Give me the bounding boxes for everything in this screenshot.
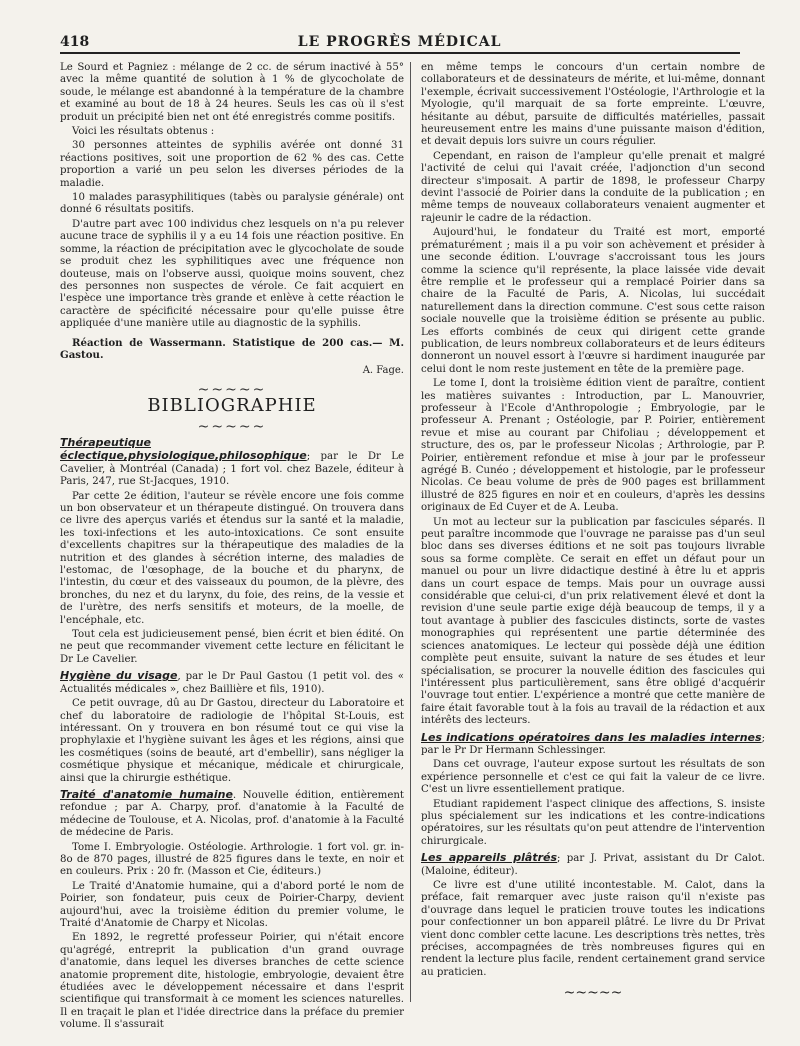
entry-title: Thérapeutique éclectique,physiologique,philosophique xyxy=(60,435,307,463)
paragraph: Aujourd'hui, le fondateur du Traité est mort, emporté prématurément ; mais il a pu voir son achèvement et présider à une seconde édition. L'ouvrage s'accroissant tous les jours comme la science qu'il représente, la place laissée vide devait être remplie et le professeur qui a remplacé Poirier dans sa chaire de la Faculté de Paris, A. Nicolas, lui succédait naturellement dans la direction commune. C'est sous cette raison sociale nouvelle que la troisième édition se présente au public. Les efforts combinés de ceux qui dirigent cette grande publication, de leurs nombreux collaborateurs et de leurs éditeurs donneront un nouvel essort à l'œuvre si hardiment inaugurée par celui dont le nom reste justement en tête de la première page. xyxy=(421,227,765,375)
author-signature: A. Fage. xyxy=(362,365,404,377)
entry-header xyxy=(60,789,404,840)
paragraph: Voici les résultats obtenus : xyxy=(72,126,215,138)
right-column xyxy=(421,62,765,1000)
ornament-divider: ~~~~~ xyxy=(197,381,267,398)
paragraph: Le Sourd et Pagniez : mélange de 2 cc. de sérum inactivé à 55° avec la même quantité de solution à 1 % de glycocholate de soude, le mélange est abandonné à la température de la chambre et examiné au bout de 18 à 24 heures. Seuls les cas où il s'est produit un précipité bien net ont été enregistrés comme positifs. xyxy=(60,62,404,123)
entry-header xyxy=(60,670,404,696)
paragraph: Ce petit ouvrage, dû au Dr Gastou, directeur du Laboratoire et chef du laboratoire de radiologie de l'hôpital St-Louis, est intéressant. On y trouvera en bon résumé tout ce qui vise la prophylaxie et l'hygiène suivant les âges et les régions, ainsi que les cosmétiques (soins de beauté, art d'embellir), sans négliger la cosmétique physique et mécanique, médicale et chirurgicale, ainsi que la chirurgie esthétique. xyxy=(60,698,404,784)
entry-meta: ; par J. Privat, assistant du Dr Calot. (Maloine, éditeur). xyxy=(421,853,765,877)
paragraph: Un mot au lecteur sur la publication par fascicules séparés. Il peut paraître incommode que l'ouvrage ne paraisse pas d'un seul bloc dans ses diverses éditions et ne soit pas toujours livrable sous sa forme complète. Ce serait en effet un défaut pour un manuel ou pour un livre didactique destiné à être lu et appris dans un court espace de temps. Mais pour un ouvrage aussi considérable que celui-ci, d'un prix relativement élevé et dont la revision d'une seule partie exige déjà beaucoup de temps, il y a tout avantage à publier des fascicules distincts, sorte de vastes monographies qui représentent une partie déterminée des sciences anatomiques. Le lecteur qui possède déjà une édition complète peut ensuite, suivant la nature de ses études et leur spécialisation, se procurer la nouvelle édition des fascicules qui l'intéressent plus particulièrement, sans être obligé d'acquérir l'ouvrage tout entier. L'expérience a montré que cette manière de faire était favorable tout à la fois au travail de la rédaction et aux intérêts des lecteurs. xyxy=(421,516,765,727)
paragraph: en même temps le concours d'un certain nombre de collaborateurs et de dessinateurs de mérite, et lui-même, donnant l'exemple, écrivait successivement l'Ostéologie, l'Arthrologie et la Myologie, qu'il marquait de sa forte empreinte. L'œuvre, hésitante au début, parsuite de difficultés matérielles, passait heureusement entre les mains d'une puissante maison d'édition, et devait depuis lors suivre un cours régulier. xyxy=(421,62,765,148)
entry-meta: ; par le Pr Dr Hermann Schlessinger. xyxy=(421,732,765,756)
entry-header xyxy=(60,437,404,489)
paragraph: Le tome I, dont la troisième édition vient de paraître, contient les matières suivantes : Introduction, par L. Manouvrier, professeur à l'Ecole d'Anthropologie ; Embryologie, par le professeur A. Prenant ; Ostéologie, par P. Poirier, entièrement revue et mise au courant par Chifoliau ; développement et structure, des os, par le professeur Nicolas ; Arthrologie, par P. Poirier, entièrement refondue et mise à jour par le professeur agrégé B. Cunéo ; développement et histologie, par le professeur Nicolas. Ce beau volume de près de 900 pages est brillamment illustré de 825 figures en noir et en couleurs, d'après les dessins originaux de Ed Cuyer et de A. Leuba. xyxy=(421,378,765,514)
section-title: Réaction de Wassermann. Statistique de 200 cas.— M. Gastou. xyxy=(60,336,404,361)
paragraph: En 1892, le regretté professeur Poirier, qui n'était encore qu'agrégé, entreprit la publication d'un grand ouvrage d'anatomie, dans lequel les diverses branches de cette science anatomie proprement dite, histologie, embryologie, devaient être étudiées avec le développement nécessaire et dans l'esprit scientifique qui transformait à ce moment les sciences naturelles. Il en traçait le plan et l'idée directrice dans la préface du premier volume. Il s'assurait xyxy=(60,932,404,1031)
entry-title: Les appareils plâtrés xyxy=(421,851,558,865)
entry-title: Traité d'anatomie humaine xyxy=(60,787,233,801)
entry-title: Hygiène du visage xyxy=(60,669,178,683)
ornament-divider: ~~~~~ xyxy=(197,418,267,435)
entry-header xyxy=(421,852,765,878)
paragraph: Le Traité d'Anatomie humaine, qui a d'abord porté le nom de Poirier, son fondateur, puis ceux de Poirier-Charpy, devient aujourd'hui, avec la troisième édition du premier volume, le Traité d'Anatomie de Charpy et Nicolas. xyxy=(60,880,404,929)
journal-title: LE PROGRÈS MÉDICAL xyxy=(297,34,502,50)
paragraph: Tome I. Embryologie. Ostéologie. Arthrologie. 1 fort vol. gr. in-8o de 870 pages, illustré de 825 figures dans le texte, en noir et en couleurs. Prix : 20 fr. (Masson et Cie, éditeurs.) xyxy=(60,841,404,878)
paragraph: Ce livre est d'une utilité incontestable. M. Calot, dans la préface, fait remarquer avec juste raison qu'il n'existe pas d'ouvrage dans lequel le praticien trouve toutes les indications pour confectionner un bon appareil plâtré. Le livre du Dr Privat vient donc combler cette lacune. Les descriptions très nettes, très précises, accompagnées de très nombreuses figures qui en rendent la lecture plus facile, rendent certainement grand service au praticien. xyxy=(421,880,765,978)
ornament-divider: ~~~~~ xyxy=(563,985,623,1002)
entry-meta: , par le Dr Paul Gastou (1 petit vol. des « Actualités médicales », chez Baillière et fils, 1910). xyxy=(60,671,404,695)
paragraph: Tout cela est judicieusement pensé, bien écrit et bien édité. On ne peut que recommander vivement cette lecture en félicitant le Dr Le Cavelier. xyxy=(60,629,404,665)
entry-title: Les indications opératoires dans les maladies internes xyxy=(421,730,762,744)
paragraph: Dans cet ouvrage, l'auteur expose surtout les résultats de son expérience personnelle et c'est ce qui fait la valeur de ce livre. C'est un livre essentiellement pratique. xyxy=(421,759,765,796)
paragraph: Cependant, en raison de l'ampleur qu'elle prenait et malgré l'activité de celui qui l'avait créée, l'adjonction d'un second directeur s'imposait. A partir de 1898, le professeur Charpy devint l'associé de Poirier dans la conduite de la publication ; en même temps de nouveaux collaborateurs venaient augmenter et rajeunir le cadre de la rédaction. xyxy=(421,150,765,224)
entry-meta: . Nouvelle édition, entièrement refondue ; par A. Charpy, prof. d'anatomie à la Faculté de médecine de Toulouse, et A. Nicolas, prof. d'anatomie à la Faculté de médecine de Paris. xyxy=(60,789,405,839)
paragraph: 30 personnes atteintes de syphilis avérée ont donné 31 réactions positives, soit une proportion de 62 % des cas. Cette proportion a varié un peu selon les diverses périodes de la maladie. xyxy=(60,140,404,189)
running-header xyxy=(60,26,740,54)
entry-header xyxy=(421,732,765,758)
section-heading: BIBLIOGRAPHIE xyxy=(147,395,317,417)
paragraph: Par cette 2e édition, l'auteur se révèle encore une fois comme un bon observateur et un thérapeute distingué. On trouvera dans ce livre des aperçus variés et étendus sur la santé et la maladie, les toxi-infections et les auto-intoxications. Ce sont ensuite d'excellents chapitres sur la thérapeutique des maladies de la nutrition et des glandes à sécrétion interne, des maladies de l'estomac, de l'œsophage, de la bouche et du pharynx, de l'intestin, du cœur et des vaisseaux du poumon, de la plèvre, des bronches, du nez et du larynx, du foie, des reins, de la vessie et de l'urètre, des nerfs sensitifs et moteurs, de la moelle, de l'encéphale, etc. xyxy=(60,490,404,626)
entry-meta: ; par le Dr Le Cavelier, à Montréal (Canada) ; 1 fort vol. chez Bazele, éditeur à Paris, 247, rue St-Jacques, 1910. xyxy=(60,451,404,488)
paragraph: D'autre part avec 100 individus chez lesquels on n'a pu relever aucune trace de syphilis il y a eu 14 fois une réaction positive. En somme, la réaction de précipitation avec le glycocholate de soude se produit chez les syphilitiques avec une fréquence non douteuse, mais on l'observe aussi, quoique moins souvent, chez des personnes non suspectes de vérole. Ce fait acquiert en l'espèce une importance très grande et enlève à cette réaction le caractère de spécificité nécessaire pour qu'elle puisse être appliquée d'une manière utile au diagnostic de la syphilis. xyxy=(60,218,404,330)
column-divider xyxy=(410,62,411,1002)
left-column xyxy=(60,62,404,1034)
paragraph: 10 malades parasyphilitiques (tabès ou paralysie générale) ont donné 6 résultats positifs. xyxy=(60,192,404,216)
page-number: 418 xyxy=(60,34,90,50)
paragraph: Etudiant rapidement l'aspect clinique des affections, S. insiste plus spécialement sur les indications et les contre-indications opératoires, sur les résultats qu'on peut attendre de l'intervention chirurgicale. xyxy=(421,798,765,847)
